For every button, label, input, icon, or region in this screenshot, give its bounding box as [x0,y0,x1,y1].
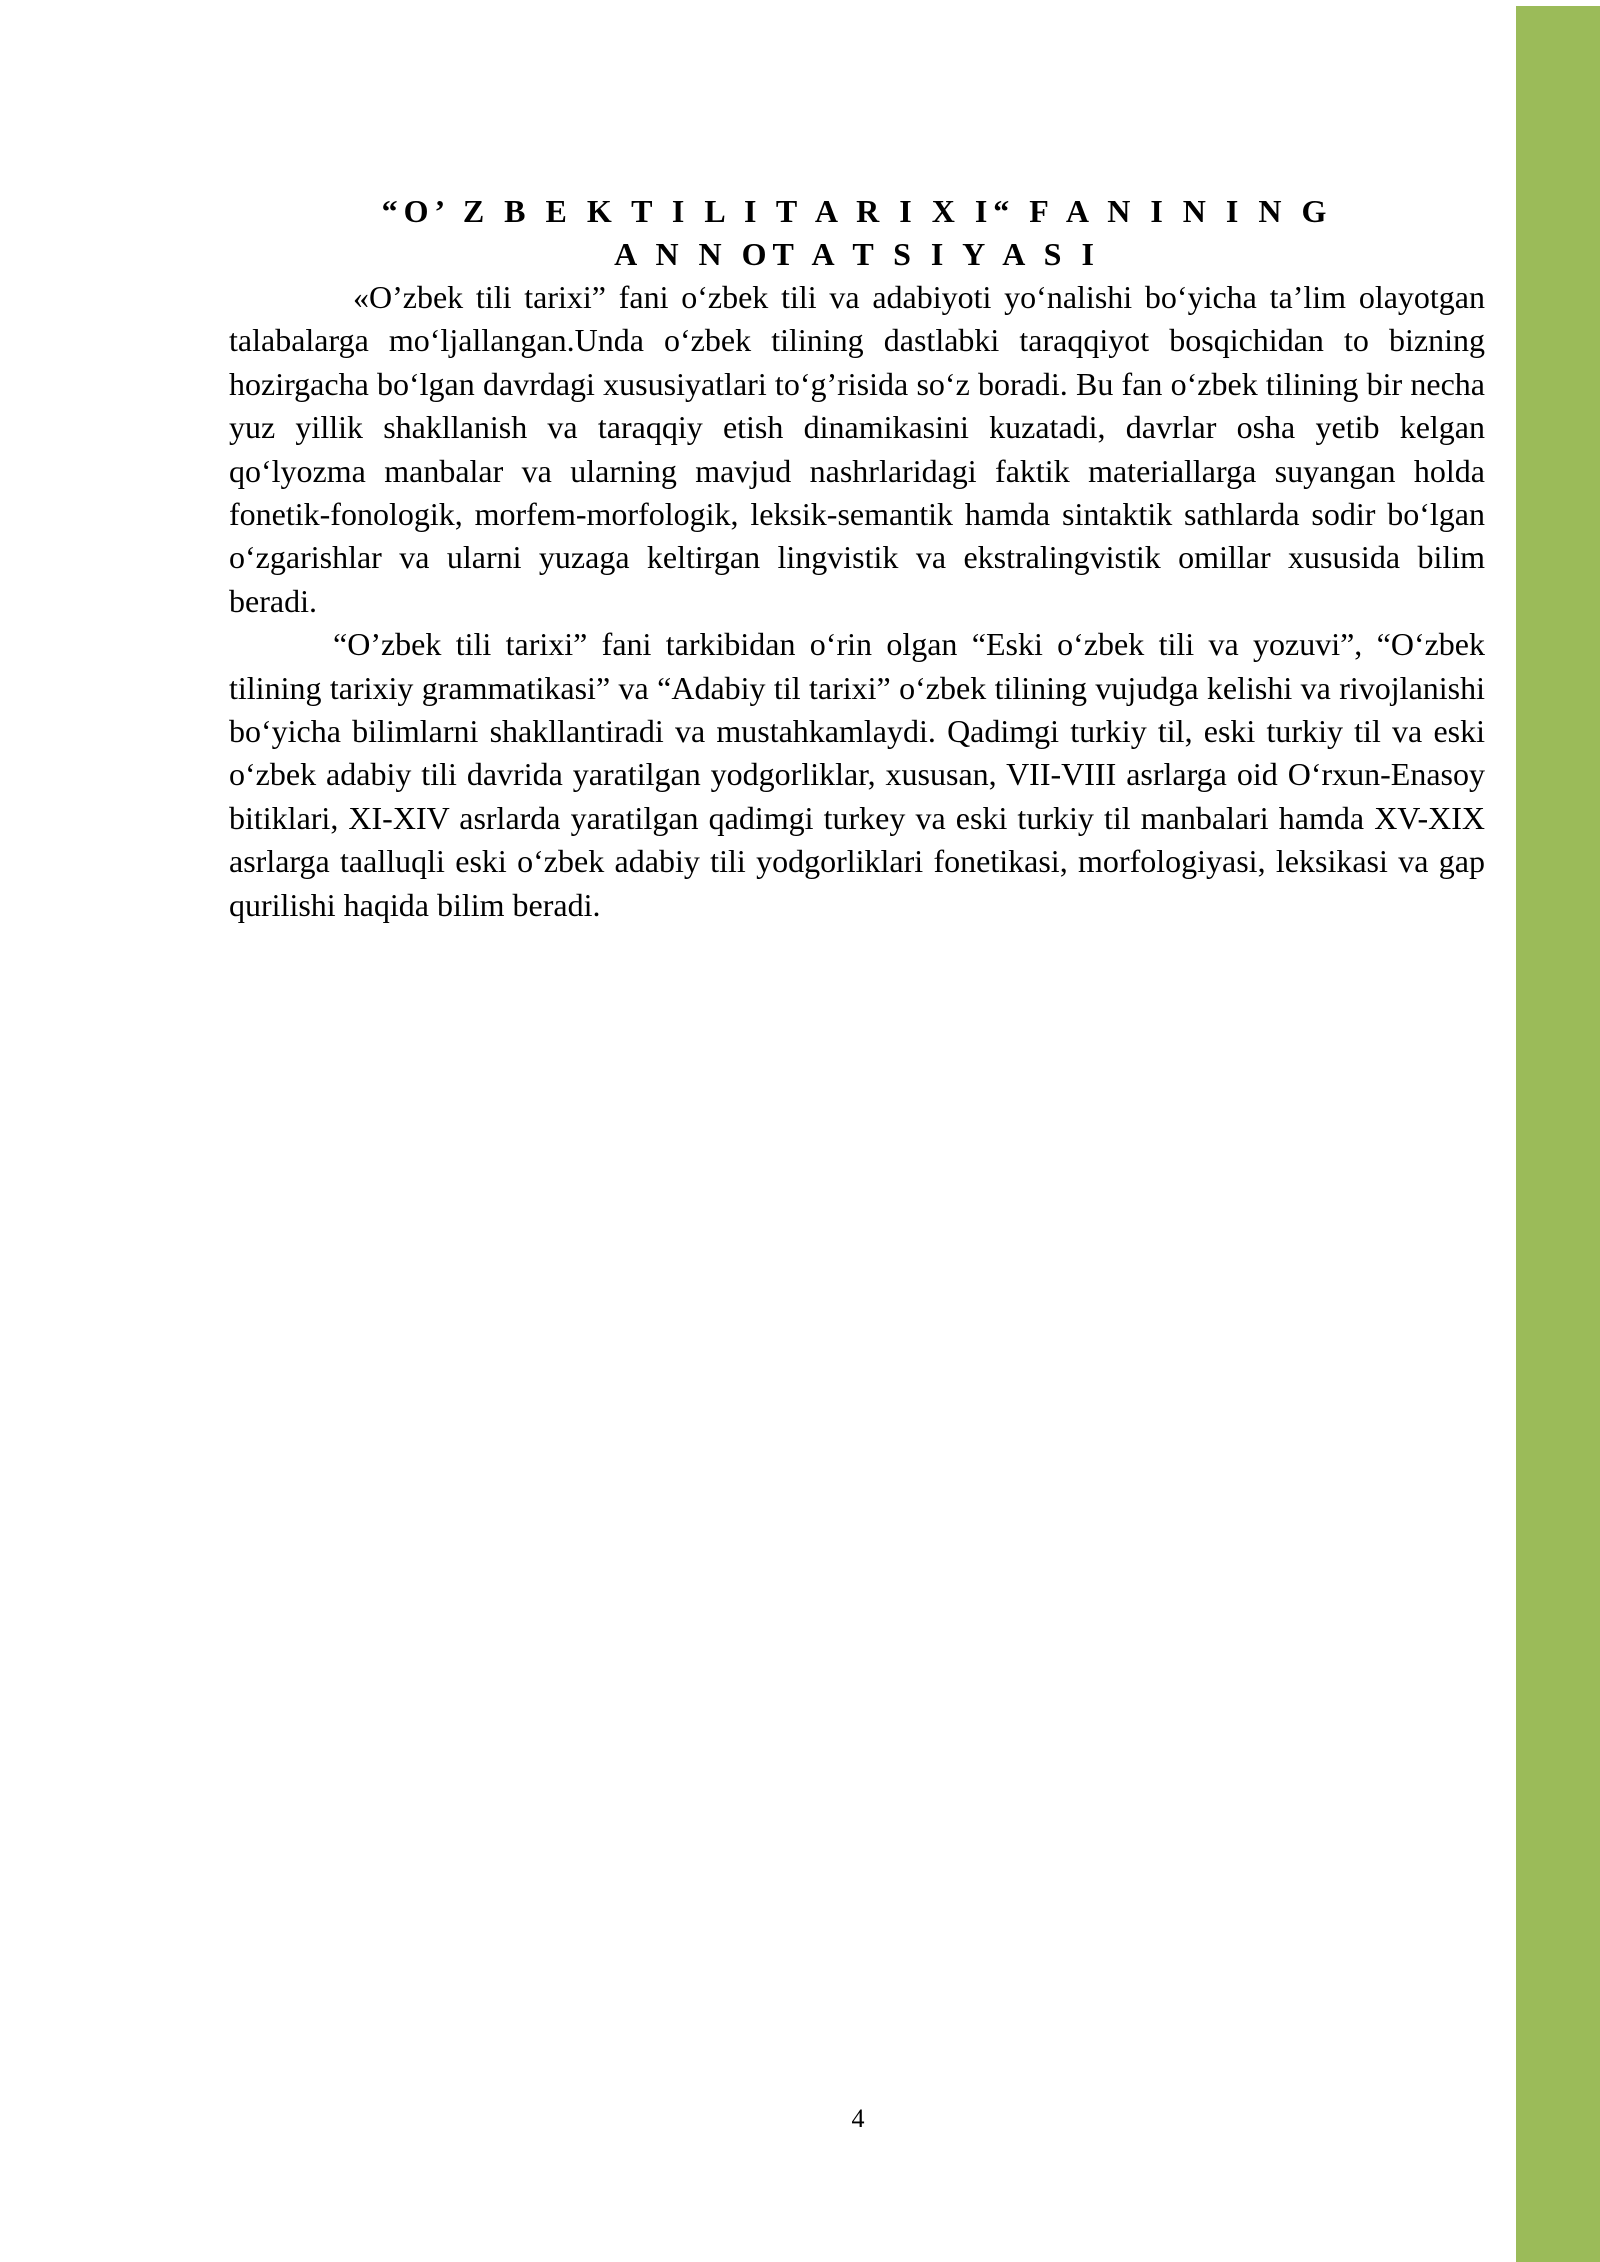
decorative-side-bar [1516,6,1600,2262]
document-title-line-2: A N N OT A T S I Y A S I [614,236,1100,272]
page-number: 4 [851,2104,865,2133]
body-paragraph-1: «O’zbek tili tarixi” fani o‘zbek tili va adabiyoti yo‘nalishi bo‘yicha ta’lim olayotgan talabalarga mo‘ljallangan.Unda o‘zbek tilining dastlabki taraqqiyot bosqichidan to bizning hozirgacha bo‘lgan davrdagi xususiyatlari to‘g’risida so‘z boradi. Bu fan o‘zbek tilining bir necha yuz yillik shakllanish va taraqqiy etish dinamikasini kuzatadi, davrlar osha yetib kelgan qo‘lyozma manbalar va ularning mavjud nashrlaridagi faktik materiallarga suyangan holda fonetik-fonologik, morfem-morfologik, leksik-semantik hamda sintaktik sathlarda sodir bo‘lgan o‘zgarishlar va ularni yuzaga keltirgan lingvistik va ekstralingvistik omillar xususida bilim beradi. [229,279,1485,619]
body-paragraph-2: “O’zbek tili tarixi” fani tarkibidan o‘rin olgan “Eski o‘zbek tili va yozuvi”, “O‘zbek tilining tarixiy grammatikasi” va “Adabiy til tarixi” o‘zbek tilining vujudga kelishi va rivojlanishi bo‘yicha bilimlarni shakllantiradi va mustahkamlaydi. Qadimgi turkiy til, eski turkiy til va eski o‘zbek adabiy tili davrida yaratilgan yodgorliklar, xususan, VII-VIII asrlarga oid O‘rxun-Enasoy bitiklari, XI-XIV asrlarda yaratilgan qadimgi turkey va eski turkiy til manbalari hamda XV-XIX asrlarga taalluqli eski o‘zbek adabiy tili yodgorliklari fonetikasi, morfologiyasi, leksikasi va gap qurilishi haqida bilim beradi. [229,626,1485,923]
document-page [229,190,1485,927]
document-title-line-1: “O’ Z B E K T I L I T A R I X I“ F A N I N I N G [381,193,1333,229]
